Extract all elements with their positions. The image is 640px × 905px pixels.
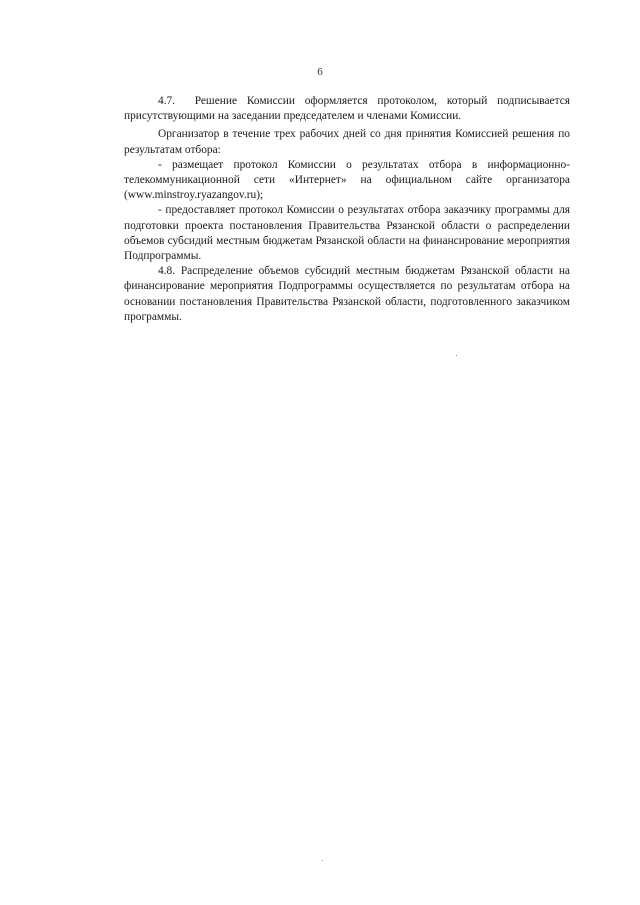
- document-body: [124, 94, 570, 325]
- scan-speck: [456, 355, 457, 356]
- paragraph-provide-protocol: - предоставляет протокол Комиссии о результатах отбора заказчику программы для подготовки проекта постановления Правительства Рязанской области о распределении объемов субсидий местным бюджетам Рязанской области на финансирование мероприятия Подпрограммы.: [124, 204, 570, 263]
- paragraph-4-7: 4.7. Решение Комиссии оформляется протоколом, который подписывается присутствующими на заседании председателем и членами Комиссии.: [124, 95, 570, 123]
- page-number: 6: [317, 66, 323, 78]
- paragraph-4-8: 4.8. Распределение объемов субсидий местным бюджетам Рязанской области на финансирование мероприятия Подпрограммы осуществляется по результатам отбора на основании постановления Правительства Рязанской области, подготовленного заказчиком программы.: [124, 265, 570, 323]
- paragraph-organizer-intro: Организатор в течение трех рабочих дней со дня принятия Комиссией решения по результатам отбора:: [124, 128, 570, 156]
- paragraph-publish-protocol: - размещает протокол Комиссии о результатах отбора в информационно-телекоммуникационной сети «Интернет» на официальном сайте организатора (www.minstroy.ryazangov.ru);: [124, 158, 570, 202]
- scan-speck: [322, 860, 323, 861]
